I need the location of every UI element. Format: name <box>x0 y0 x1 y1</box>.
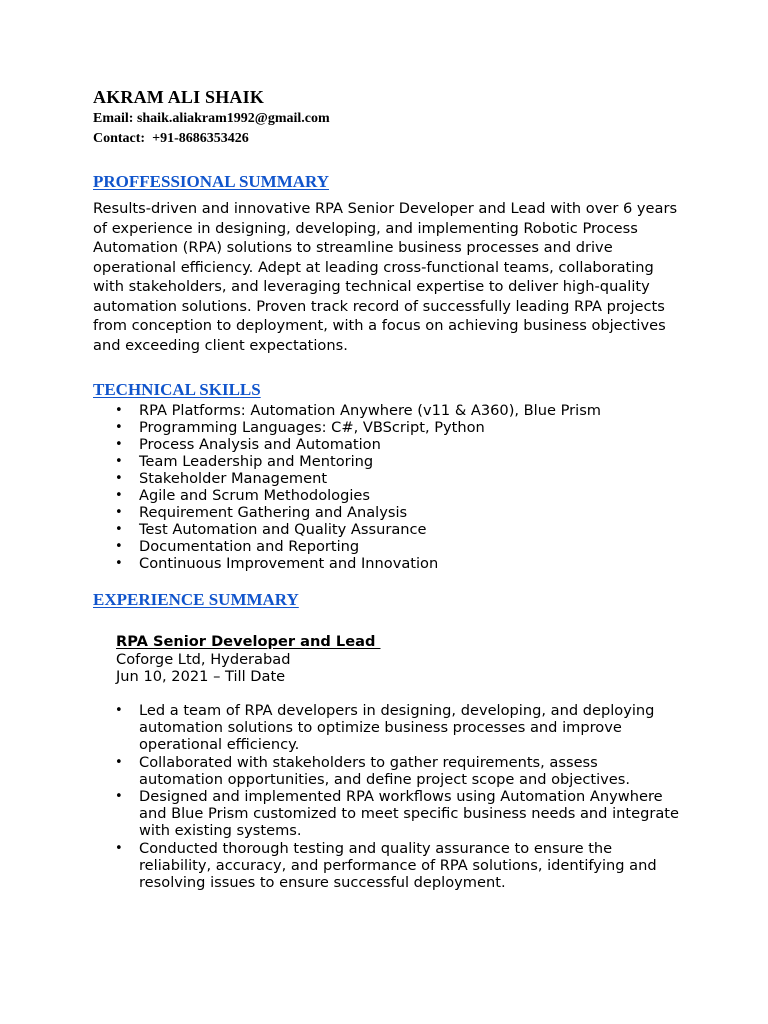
list-item <box>93 521 601 538</box>
bullet-icon: • <box>115 556 123 571</box>
responsibility-text: Conducted thorough testing and quality assurance to ensure the reliability, accuracy, and performance of RPA solutions, identifying and resolving issues to ensure successful deployment. <box>139 839 657 892</box>
skill-text: Requirement Gathering and Analysis <box>139 504 408 521</box>
bullet-icon: • <box>115 454 123 469</box>
skill-text: Test Automation and Quality Assurance <box>139 521 427 538</box>
bullet-icon: • <box>115 437 123 452</box>
skill-text: Stakeholder Management <box>139 470 328 487</box>
experience-heading: EXPERIENCE SUMMARY <box>93 590 299 609</box>
responsibility-text: Led a team of RPA developers in designing, developing, and deploying automation solutions to optimize business processes and improve operational efficiency. <box>139 702 655 754</box>
list-item <box>93 754 683 788</box>
list-item <box>93 453 601 470</box>
responsibility-text: Collaborated with stakeholders to gather requirements, assess automation opportunities, and define project scope and objectives. <box>139 753 630 788</box>
bullet-icon: • <box>115 840 123 856</box>
job-dates: Jun 10, 2021 – Till Date <box>116 668 286 685</box>
list-item <box>93 487 601 504</box>
summary-heading: PROFFESSIONAL SUMMARY <box>93 172 329 191</box>
list-item <box>93 402 601 419</box>
summary-paragraph: Results-driven and innovative RPA Senior Developer and Lead with over 6 years of experience in designing, developing, and implementing Robotic Process Automation (RPA) solutions to streamline business processes and drive operational efficiency. Adept at leading cross-functional teams, collaborating with stakeholders, and leveraging technical expertise to deliver high-quality automation solutions. Proven track record of successfully leading RPA projects from conception to deployment, with a focus on achieving business objectives and exceeding client expectations. <box>93 200 678 354</box>
list-item <box>93 555 601 572</box>
list-item <box>93 504 601 521</box>
skill-text: Programming Languages: C#, VBScript, Python <box>139 419 485 436</box>
list-item <box>93 436 601 453</box>
bullet-icon: • <box>115 505 123 520</box>
bullet-icon: • <box>115 754 123 770</box>
job-company: Coforge Ltd, Hyderabad <box>116 651 291 668</box>
skill-text: Team Leadership and Mentoring <box>139 453 374 470</box>
list-item <box>93 470 601 487</box>
skill-text: Agile and Scrum Methodologies <box>139 487 371 504</box>
skill-text: Documentation and Reporting <box>139 538 360 555</box>
bullet-icon: • <box>115 420 123 435</box>
list-item <box>93 419 601 436</box>
skills-list <box>93 402 601 572</box>
list-item <box>93 538 601 555</box>
bullet-icon: • <box>115 703 123 718</box>
list-item <box>93 702 683 754</box>
bullet-icon: • <box>115 403 123 418</box>
skills-heading: TECHNICAL SKILLS <box>93 380 261 399</box>
skill-text: RPA Platforms: Automation Anywhere (v11 & A360), Blue Prism <box>139 402 602 419</box>
contact-line: Contact: +91-8686353426 <box>93 131 249 146</box>
responsibility-text: Designed and implemented RPA workflows using Automation Anywhere and Blue Prism customized to meet specific business needs and integrate with existing systems. <box>139 788 679 840</box>
list-item <box>93 840 683 892</box>
candidate-name: AKRAM ALI SHAIK <box>93 87 265 107</box>
bullet-icon: • <box>115 522 123 537</box>
email-line: Email: shaik.aliakram1992@gmail.com <box>93 111 330 126</box>
bullet-icon: • <box>115 789 123 805</box>
list-item <box>93 788 683 840</box>
bullet-icon: • <box>115 539 123 554</box>
responsibilities-list <box>93 702 683 891</box>
bullet-icon: • <box>115 488 123 503</box>
skill-text: Process Analysis and Automation <box>139 436 381 453</box>
bullet-icon: • <box>115 471 123 486</box>
job-title: RPA Senior Developer and Lead <box>116 633 381 650</box>
skill-text: Continuous Improvement and Innovation <box>139 555 439 572</box>
